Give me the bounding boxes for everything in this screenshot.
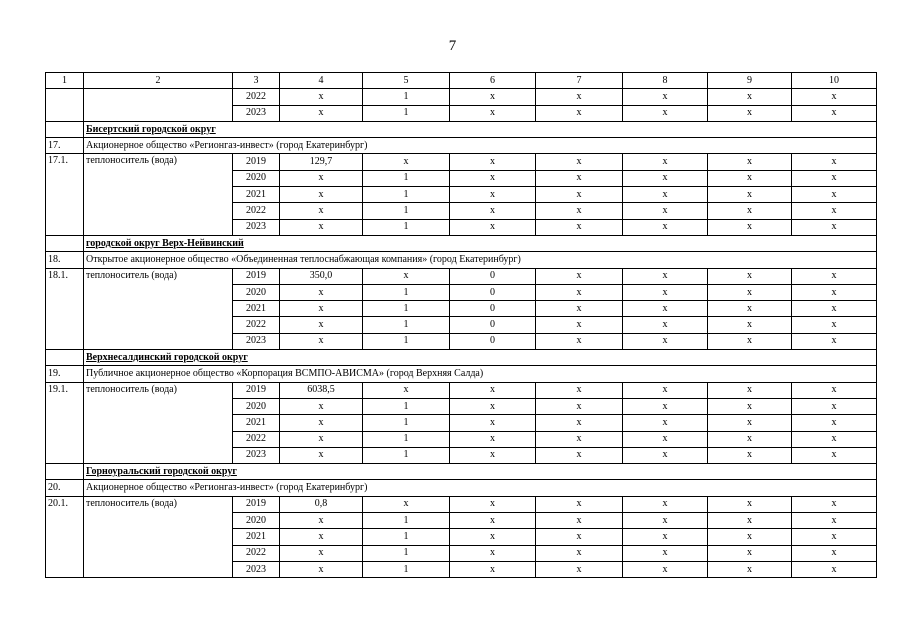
value-cell: x (708, 154, 792, 170)
value-cell: x (792, 398, 877, 414)
value-cell: x (280, 529, 363, 545)
item-number: 18.1. (46, 268, 84, 349)
value-cell: x (536, 513, 623, 529)
value-cell: 350,0 (280, 268, 363, 284)
value-cell: x (708, 89, 792, 105)
value-cell: x (280, 431, 363, 447)
value-cell: x (536, 268, 623, 284)
value-cell: x (623, 89, 708, 105)
table-row (46, 154, 877, 170)
item-name: теплоноситель (вода) (84, 496, 233, 577)
value-cell: x (792, 154, 877, 170)
value-cell: x (363, 496, 450, 512)
value-cell: x (450, 513, 536, 529)
value-cell: x (536, 447, 623, 463)
district-title (84, 121, 877, 137)
value-cell: 1 (363, 333, 450, 349)
value-cell: x (536, 529, 623, 545)
value-cell: x (792, 219, 877, 235)
year-cell: 2023 (233, 333, 280, 349)
value-cell: x (536, 415, 623, 431)
value-cell: x (623, 496, 708, 512)
value-cell: 1 (363, 219, 450, 235)
value-cell: x (450, 382, 536, 398)
value-cell: x (792, 333, 877, 349)
empty-cell (46, 121, 84, 137)
organization-row (46, 480, 877, 496)
year-cell: 2020 (233, 513, 280, 529)
value-cell: 1 (363, 545, 450, 561)
value-cell: x (623, 284, 708, 300)
value-cell: 0,8 (280, 496, 363, 512)
value-cell: x (280, 545, 363, 561)
organization-row (46, 366, 877, 382)
header-cell: 1 (46, 73, 84, 89)
value-cell: 1 (363, 105, 450, 121)
year-cell: 2022 (233, 431, 280, 447)
item-name: теплоноситель (вода) (84, 154, 233, 235)
value-cell: x (792, 203, 877, 219)
value-cell: x (708, 317, 792, 333)
value-cell: x (536, 219, 623, 235)
value-cell: 1 (363, 203, 450, 219)
value-cell: x (792, 447, 877, 463)
value-cell: x (792, 187, 877, 203)
district-name: городской округ Верх-Нейвинский (86, 237, 244, 249)
value-cell: x (708, 105, 792, 121)
value-cell: x (792, 382, 877, 398)
value-cell: x (536, 284, 623, 300)
header-cell: 7 (536, 73, 623, 89)
value-cell: x (280, 89, 363, 105)
value-cell: x (792, 284, 877, 300)
table-row (46, 496, 877, 512)
header-cell: 8 (623, 73, 708, 89)
value-cell: x (708, 301, 792, 317)
value-cell: x (450, 105, 536, 121)
table-body (46, 73, 877, 578)
year-cell: 2019 (233, 268, 280, 284)
value-cell: x (363, 382, 450, 398)
org-number: 17. (46, 138, 84, 154)
value-cell: x (708, 513, 792, 529)
value-cell: 1 (363, 431, 450, 447)
value-cell: x (708, 447, 792, 463)
page-number: 7 (448, 38, 457, 54)
year-cell: 2022 (233, 203, 280, 219)
value-cell: x (708, 203, 792, 219)
value-cell: x (792, 545, 877, 561)
value-cell: x (450, 496, 536, 512)
value-cell: x (450, 561, 536, 577)
value-cell: x (536, 154, 623, 170)
org-number: 19. (46, 366, 84, 382)
value-cell: 1 (363, 170, 450, 186)
value-cell: x (450, 545, 536, 561)
district-row (46, 121, 877, 137)
year-cell: 2021 (233, 187, 280, 203)
value-cell: x (280, 447, 363, 463)
year-cell: 2021 (233, 301, 280, 317)
value-cell: 1 (363, 284, 450, 300)
value-cell: x (450, 203, 536, 219)
district-title (84, 235, 877, 251)
value-cell: x (792, 317, 877, 333)
value-cell: x (450, 398, 536, 414)
district-name: Верхнесалдинский городской округ (86, 351, 248, 363)
value-cell: x (450, 89, 536, 105)
value-cell: 129,7 (280, 154, 363, 170)
org-name: Открытое акционерное общество «Объединенная теплоснабжающая компания» (город Екатеринбург) (84, 252, 877, 268)
header-cell: 2 (84, 73, 233, 89)
value-cell: x (623, 415, 708, 431)
value-cell: x (792, 513, 877, 529)
value-cell: 0 (450, 333, 536, 349)
year-cell: 2019 (233, 382, 280, 398)
value-cell: x (623, 447, 708, 463)
value-cell: x (450, 187, 536, 203)
value-cell: x (623, 398, 708, 414)
value-cell: x (280, 561, 363, 577)
value-cell: x (280, 203, 363, 219)
district-name: Бисертский городской округ (86, 123, 216, 135)
value-cell: x (708, 415, 792, 431)
value-cell: x (450, 219, 536, 235)
value-cell: x (623, 268, 708, 284)
value-cell: x (623, 333, 708, 349)
value-cell: 1 (363, 561, 450, 577)
year-cell: 2021 (233, 529, 280, 545)
value-cell: x (623, 105, 708, 121)
value-cell: x (536, 561, 623, 577)
value-cell: x (623, 513, 708, 529)
value-cell: x (280, 105, 363, 121)
value-cell: x (708, 333, 792, 349)
value-cell: 1 (363, 301, 450, 317)
value-cell: x (536, 382, 623, 398)
value-cell: x (708, 219, 792, 235)
value-cell: x (536, 203, 623, 219)
value-cell: x (792, 170, 877, 186)
value-cell: x (450, 431, 536, 447)
empty-cell (46, 464, 84, 480)
value-cell: x (536, 89, 623, 105)
value-cell: x (280, 333, 363, 349)
value-cell: 6038,5 (280, 382, 363, 398)
value-cell: x (792, 89, 877, 105)
value-cell: x (280, 301, 363, 317)
value-cell: 1 (363, 317, 450, 333)
item-number: 19.1. (46, 382, 84, 463)
empty-cell (46, 350, 84, 366)
item-name: теплоноситель (вода) (84, 382, 233, 463)
value-cell: x (536, 545, 623, 561)
empty-cell (46, 89, 84, 122)
value-cell: x (363, 154, 450, 170)
value-cell: x (623, 301, 708, 317)
org-name: Публичное акционерное общество «Корпорация ВСМПО-АВИСМА» (город Верхняя Салда) (84, 366, 877, 382)
value-cell: 1 (363, 415, 450, 431)
value-cell: x (536, 301, 623, 317)
organization-row (46, 252, 877, 268)
value-cell: x (536, 496, 623, 512)
value-cell: x (280, 317, 363, 333)
value-cell: x (280, 513, 363, 529)
org-number: 18. (46, 252, 84, 268)
value-cell: 0 (450, 268, 536, 284)
value-cell: x (280, 284, 363, 300)
item-name: теплоноситель (вода) (84, 268, 233, 349)
tariff-table (45, 72, 877, 578)
value-cell: 0 (450, 301, 536, 317)
value-cell: x (450, 154, 536, 170)
value-cell: x (536, 317, 623, 333)
value-cell: x (623, 529, 708, 545)
value-cell: x (623, 545, 708, 561)
value-cell: x (708, 268, 792, 284)
table-row (46, 268, 877, 284)
value-cell: x (623, 431, 708, 447)
value-cell: x (708, 496, 792, 512)
value-cell: x (536, 333, 623, 349)
org-number: 20. (46, 480, 84, 496)
value-cell: x (708, 170, 792, 186)
header-cell: 3 (233, 73, 280, 89)
value-cell: x (792, 105, 877, 121)
value-cell: x (450, 415, 536, 431)
value-cell: x (708, 545, 792, 561)
header-cell: 4 (280, 73, 363, 89)
year-cell: 2022 (233, 545, 280, 561)
header-cell: 9 (708, 73, 792, 89)
header-cell: 10 (792, 73, 877, 89)
value-cell: x (450, 170, 536, 186)
value-cell: x (280, 415, 363, 431)
year-cell: 2019 (233, 496, 280, 512)
value-cell: x (280, 170, 363, 186)
year-cell: 2023 (233, 219, 280, 235)
header-row (46, 73, 877, 89)
district-row (46, 464, 877, 480)
value-cell: x (623, 203, 708, 219)
value-cell: x (792, 301, 877, 317)
item-number: 17.1. (46, 154, 84, 235)
table-row (46, 382, 877, 398)
value-cell: x (708, 529, 792, 545)
year-cell: 2023 (233, 447, 280, 463)
header-cell: 6 (450, 73, 536, 89)
value-cell: x (792, 268, 877, 284)
value-cell: x (280, 398, 363, 414)
value-cell: x (623, 219, 708, 235)
org-name: Акционерное общество «Регионгаз-инвест» (город Екатеринбург) (84, 480, 877, 496)
value-cell: x (623, 317, 708, 333)
value-cell: 1 (363, 398, 450, 414)
value-cell: x (792, 561, 877, 577)
value-cell: x (280, 219, 363, 235)
value-cell: 1 (363, 513, 450, 529)
organization-row (46, 138, 877, 154)
value-cell: x (792, 431, 877, 447)
value-cell: x (536, 187, 623, 203)
value-cell: x (536, 398, 623, 414)
year-cell: 2023 (233, 561, 280, 577)
org-name: Акционерное общество «Регионгаз-инвест» (город Екатеринбург) (84, 138, 877, 154)
value-cell: x (623, 561, 708, 577)
value-cell: x (623, 170, 708, 186)
value-cell: x (623, 187, 708, 203)
value-cell: x (708, 431, 792, 447)
district-title (84, 350, 877, 366)
value-cell: 1 (363, 529, 450, 545)
empty-cell (84, 89, 233, 122)
value-cell: x (623, 154, 708, 170)
table-row (46, 89, 877, 105)
value-cell: x (708, 398, 792, 414)
empty-cell (46, 235, 84, 251)
value-cell: x (363, 268, 450, 284)
year-cell: 2022 (233, 317, 280, 333)
value-cell: 1 (363, 89, 450, 105)
value-cell: x (536, 431, 623, 447)
year-cell: 2020 (233, 170, 280, 186)
year-cell: 2020 (233, 398, 280, 414)
value-cell: x (450, 529, 536, 545)
value-cell: x (280, 187, 363, 203)
value-cell: x (536, 170, 623, 186)
year-cell: 2022 (233, 89, 280, 105)
value-cell: x (708, 382, 792, 398)
value-cell: x (708, 561, 792, 577)
value-cell: 1 (363, 447, 450, 463)
value-cell: x (792, 496, 877, 512)
value-cell: 0 (450, 317, 536, 333)
district-title (84, 464, 877, 480)
year-cell: 2020 (233, 284, 280, 300)
value-cell: 1 (363, 187, 450, 203)
value-cell: x (708, 284, 792, 300)
year-cell: 2021 (233, 415, 280, 431)
district-row (46, 235, 877, 251)
value-cell: x (708, 187, 792, 203)
value-cell: x (792, 529, 877, 545)
district-row (46, 350, 877, 366)
value-cell: x (792, 415, 877, 431)
header-cell: 5 (363, 73, 450, 89)
value-cell: x (536, 105, 623, 121)
value-cell: 0 (450, 284, 536, 300)
district-name: Горноуральский городской округ (86, 465, 237, 477)
value-cell: x (450, 447, 536, 463)
year-cell: 2019 (233, 154, 280, 170)
value-cell: x (623, 382, 708, 398)
year-cell: 2023 (233, 105, 280, 121)
item-number: 20.1. (46, 496, 84, 577)
